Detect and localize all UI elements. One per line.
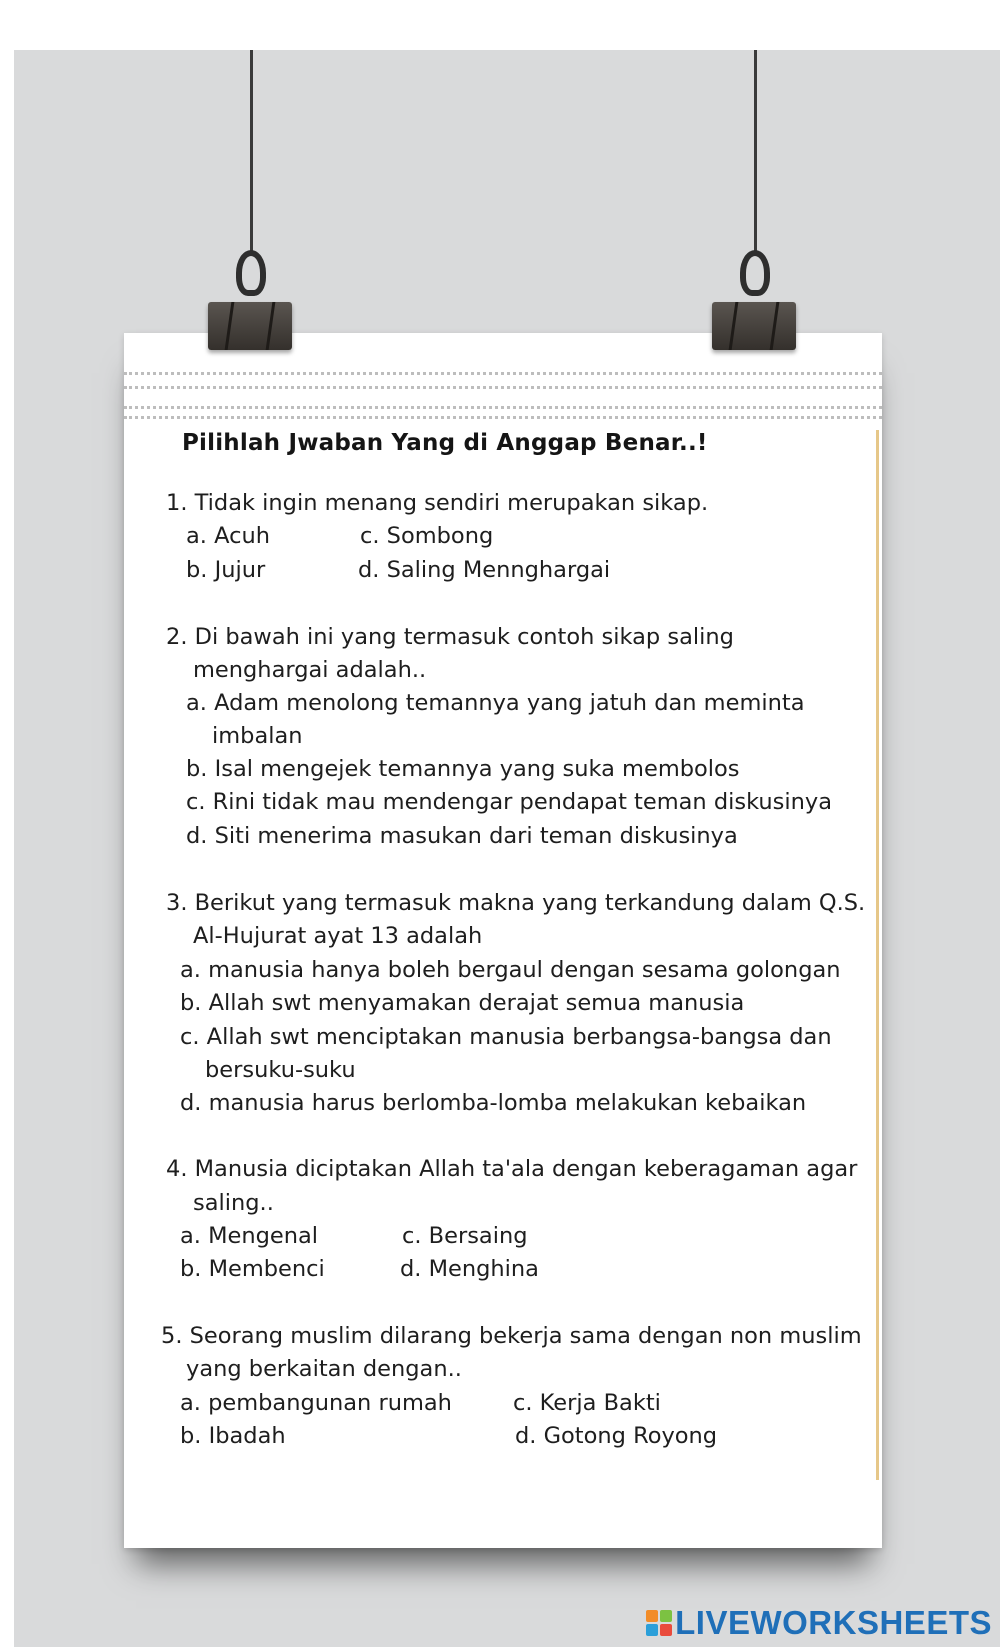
question-3-option-a[interactable]: a. manusia hanya boleh bergaul dengan sesama golongan bbox=[180, 957, 841, 983]
question-2-option-a[interactable]: a. Adam menolong temannya yang jatuh dan meminta bbox=[186, 690, 805, 716]
binder-clip-ring-right bbox=[740, 250, 770, 296]
accent-margin-line bbox=[876, 430, 879, 1480]
question-3-option-c-cont: bersuku-suku bbox=[205, 1057, 356, 1083]
question-3-stem-line-1: 3. Berikut yang termasuk makna yang terkandung dalam Q.S. bbox=[166, 890, 866, 916]
question-5-option-a[interactable]: a. pembangunan rumah bbox=[180, 1390, 452, 1416]
question-4-stem-line-2: saling.. bbox=[193, 1190, 274, 1216]
question-4-option-b[interactable]: b. Membenci bbox=[180, 1256, 325, 1282]
dotted-divider-4 bbox=[124, 416, 882, 419]
binder-clip-left bbox=[208, 302, 292, 350]
question-5-option-c[interactable]: c. Kerja Bakti bbox=[513, 1390, 661, 1416]
dotted-divider-2 bbox=[124, 386, 882, 389]
question-5-stem-line-2: yang berkaitan dengan.. bbox=[186, 1356, 462, 1382]
question-2-option-a-cont: imbalan bbox=[212, 723, 303, 749]
question-4-stem-line-1: 4. Manusia diciptakan Allah ta'ala dengan keberagaman agar bbox=[166, 1156, 858, 1182]
binder-clip-ring-left bbox=[236, 250, 266, 296]
hanging-string-left bbox=[250, 50, 253, 255]
question-4-option-a[interactable]: a. Mengenal bbox=[180, 1223, 319, 1249]
logo-text: LIVEWORKSHEETS bbox=[675, 1604, 992, 1641]
question-1-option-d[interactable]: d. Saling Mennghargai bbox=[358, 557, 611, 583]
question-3-stem-line-2: Al-Hujurat ayat 13 adalah bbox=[193, 923, 483, 949]
liveworksheets-logo[interactable] bbox=[646, 1604, 992, 1642]
question-1-option-b[interactable]: b. Jujur bbox=[186, 557, 266, 583]
question-1-option-a[interactable]: a. Acuh bbox=[186, 523, 270, 549]
question-1-option-c[interactable]: c. Sombong bbox=[360, 523, 494, 549]
liveworksheets-grid-icon bbox=[646, 1610, 672, 1636]
worksheet-title: Pilihlah Jwaban Yang di Anggap Benar..! bbox=[182, 430, 708, 456]
binder-clip-right bbox=[712, 302, 796, 350]
question-4-option-d[interactable]: d. Menghina bbox=[400, 1256, 539, 1282]
question-3-option-d[interactable]: d. manusia harus berlomba-lomba melakukan kebaikan bbox=[180, 1090, 807, 1116]
question-2-option-d[interactable]: d. Siti menerima masukan dari teman diskusinya bbox=[186, 823, 738, 849]
question-2-option-b[interactable]: b. Isal mengejek temannya yang suka membolos bbox=[186, 756, 740, 782]
question-4-option-c[interactable]: c. Bersaing bbox=[402, 1223, 528, 1249]
question-5-option-d[interactable]: d. Gotong Royong bbox=[515, 1423, 718, 1449]
dotted-divider-3 bbox=[124, 406, 882, 409]
dotted-divider-1 bbox=[124, 372, 882, 375]
hanging-string-right bbox=[754, 50, 757, 255]
question-2-option-c[interactable]: c. Rini tidak mau mendengar pendapat teman diskusinya bbox=[186, 789, 833, 815]
question-1-stem: 1. Tidak ingin menang sendiri merupakan sikap. bbox=[166, 490, 709, 516]
question-5-stem-line-1: 5. Seorang muslim dilarang bekerja sama dengan non muslim bbox=[161, 1323, 862, 1349]
question-2-stem-line-2: menghargai adalah.. bbox=[193, 657, 427, 683]
question-3-option-c[interactable]: c. Allah swt menciptakan manusia berbangsa-bangsa dan bbox=[180, 1024, 832, 1050]
question-2-stem-line-1: 2. Di bawah ini yang termasuk contoh sikap saling bbox=[166, 624, 734, 650]
question-3-option-b[interactable]: b. Allah swt menyamakan derajat semua manusia bbox=[180, 990, 745, 1016]
question-5-option-b[interactable]: b. Ibadah bbox=[180, 1423, 286, 1449]
